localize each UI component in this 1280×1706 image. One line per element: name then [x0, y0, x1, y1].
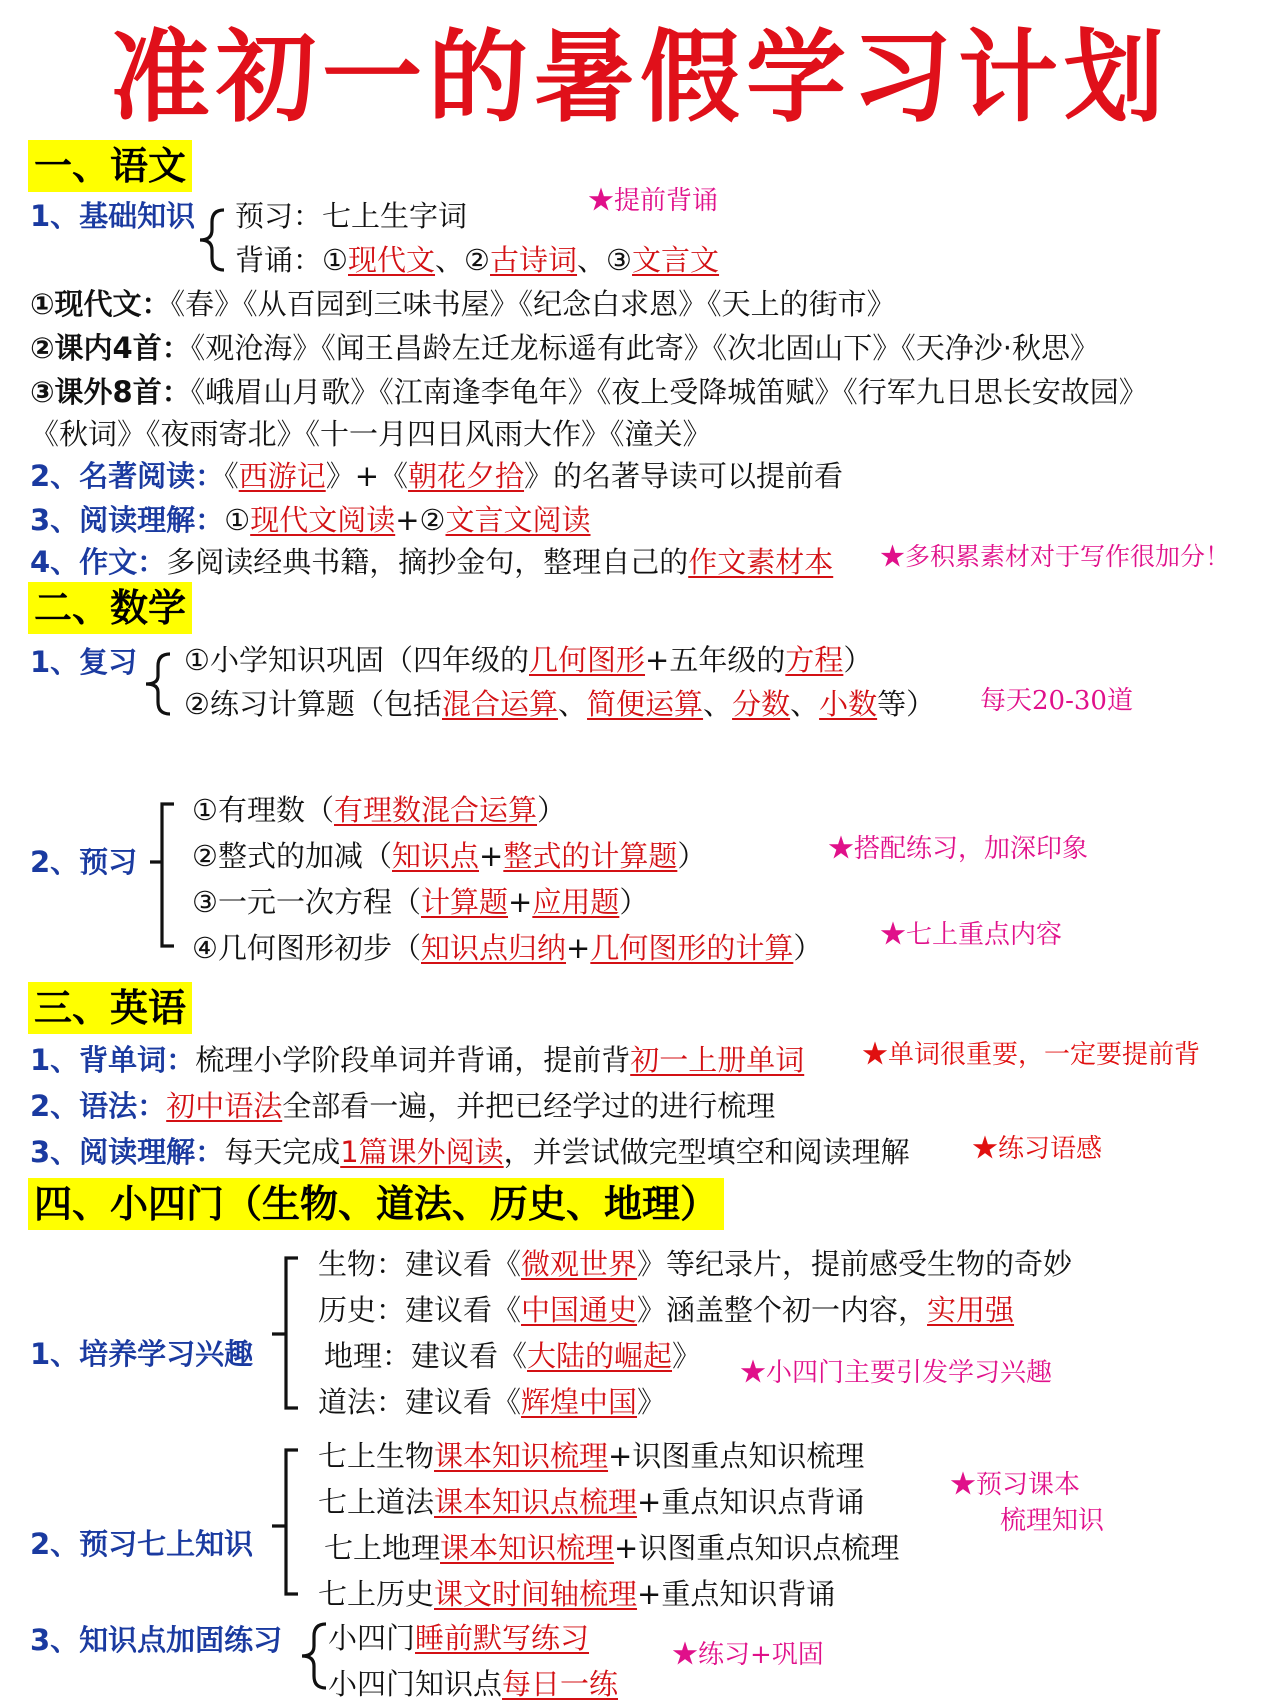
brace-minor-consolidate [300, 1620, 330, 1700]
chinese-writing-row: 4、作文：多阅读经典书籍，摘抄金句，整理自己的作文素材本 [30, 545, 834, 579]
minor-preview-label: 2、预习七上知识 [30, 1527, 254, 1561]
note-consolidate: ★练习+巩固 [672, 1640, 824, 1670]
chinese-inner-row: ②课内4首：《观沧海》《闻王昌龄左迁龙标遥有此寄》《次北固山下》《天净沙·秋思》 [30, 331, 1099, 365]
math-review-label: 1、复习 [30, 645, 138, 679]
minor-moral: 道法：建议看《辉煌中国》 [318, 1385, 667, 1419]
note-sense: ★练习语感 [972, 1134, 1103, 1164]
note-interest: ★小四门主要引发学习兴趣 [740, 1358, 1053, 1388]
note-words: ★单词很重要，一定要提前背 [862, 1040, 1201, 1070]
english-grammar-row: 2、语法：初中语法全部看一遍，并把已经学过的进行梳理 [30, 1089, 776, 1123]
math-preview-2: ②整式的加减（知识点+整式的计算题） [192, 839, 707, 873]
math-preview-1: ①有理数（有理数混合运算） [192, 793, 567, 827]
math-preview-4: ④几何图形初步（知识点归纳+几何图形的计算） [192, 931, 823, 965]
chinese-outer-row-2: 《秋词》《夜雨寄北》《十一月四日风雨大作》《潼关》 [30, 417, 712, 451]
minor-consolidate-2: 小四门知识点每日一练 [328, 1667, 619, 1701]
section-header-minor: 四、小四门（生物、道法、历史、地理） [28, 1178, 724, 1230]
english-words-row: 1、背单词：梳理小学阶段单词并背诵，提前背初一上册单词 [30, 1043, 805, 1077]
link-modern: 现代文 [348, 243, 436, 277]
minor-preview-4: 七上历史课文时间轴梳理+重点知识背诵 [318, 1577, 836, 1611]
chinese-basic-label: 1、基础知识 [30, 199, 196, 233]
chinese-outer-row: ③课外8首：《峨眉山月歌》《江南逢李龟年》《夜上受降城笛赋》《行军九日思长安故园》 [30, 375, 1148, 409]
math-review-1: ①小学知识巩固（四年级的几何图形+五年级的方程） [184, 643, 873, 677]
brace-math-review [144, 648, 174, 728]
minor-preview-2: 七上道法课本知识点梳理+重点知识点背诵 [318, 1485, 865, 1519]
page-title: 准初一的暑假学习计划 [110, 19, 1170, 136]
minor-preview-3: 七上地理课本知识梳理+识图重点知识点梳理 [324, 1531, 900, 1565]
link-classical: 文言文 [632, 243, 720, 277]
math-preview-3: ③一元一次方程（计算题+应用题） [192, 885, 649, 919]
brace-minor-interest [270, 1252, 302, 1422]
note-preview-1: ★预习课本 [950, 1470, 1081, 1500]
minor-bio: 生物：建议看《微观世界》等纪录片，提前感受生物的奇妙 [318, 1247, 1073, 1281]
note-practice: ★搭配练习，加深印象 [828, 834, 1089, 864]
note-recite: ★提前背诵 [588, 186, 719, 216]
math-review-2: ②练习计算题（包括混合运算、简便运算、分数、小数等） [184, 687, 936, 721]
math-preview-label: 2、预习 [30, 845, 138, 879]
minor-geo: 地理：建议看《大陆的崛起》 [324, 1339, 702, 1373]
section-header-english: 三、英语 [28, 982, 192, 1034]
minor-history: 历史：建议看《中国通史》涵盖整个初一内容，实用强 [318, 1293, 1015, 1327]
section-header-chinese: 一、语文 [28, 140, 192, 192]
brace-minor-preview [270, 1444, 302, 1614]
chinese-preview: 预习：七上生字词 [235, 199, 468, 233]
note-key: ★七上重点内容 [880, 920, 1063, 950]
chinese-books-row: 2、名著阅读：《西游记》+《朝花夕拾》的名著导读可以提前看 [30, 459, 844, 493]
chinese-modern-row: ①现代文：《春》《从百园到三味书屋》《纪念白求恩》《天上的街市》 [30, 287, 896, 321]
minor-interest-label: 1、培养学习兴趣 [30, 1337, 254, 1371]
note-daily: 每天20-30道 [980, 686, 1133, 716]
chinese-recite: 背诵：①现代文、②古诗词、③文言文 [235, 243, 720, 277]
brace-math-preview [148, 798, 178, 958]
chinese-reading-row: 3、阅读理解：①现代文阅读+②文言文阅读 [30, 503, 591, 537]
note-writing: ★多积累素材对于写作很加分！ [880, 542, 1231, 571]
brace-chinese-basic [198, 200, 228, 280]
minor-preview-1: 七上生物课本知识梳理+识图重点知识梳理 [318, 1439, 865, 1473]
section-header-math: 二、数学 [28, 582, 192, 634]
note-preview-2: 梳理知识 [1000, 1506, 1105, 1536]
link-poems: 古诗词 [490, 243, 578, 277]
minor-consolidate-1: 小四门睡前默写练习 [328, 1621, 590, 1655]
english-reading-row: 3、阅读理解：每天完成1篇课外阅读，并尝试做完型填空和阅读理解 [30, 1135, 910, 1169]
minor-consolidate-label: 3、知识点加固练习 [30, 1623, 283, 1657]
